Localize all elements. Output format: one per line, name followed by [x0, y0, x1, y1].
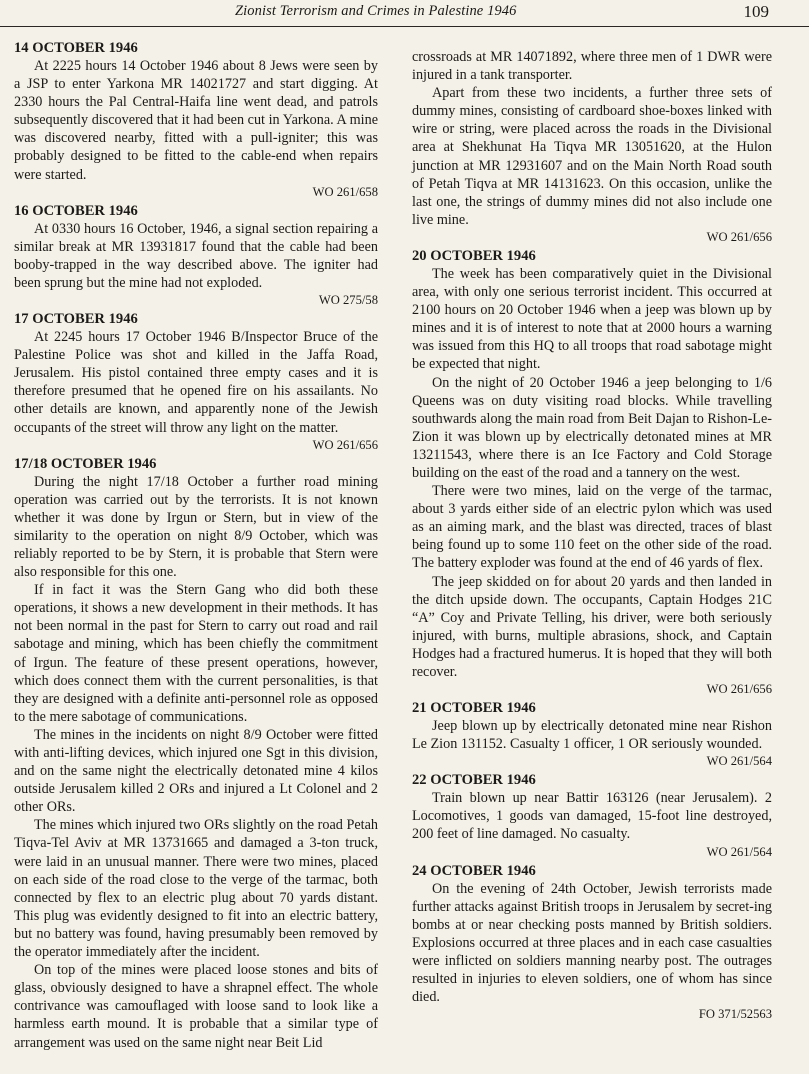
body-paragraph: At 0330 hours 16 October, 1946, a signal section repairing a similar break at MR 13931817 found that the cable had been booby-trapped in the way described above. The igniter had been sprung but the mine had not exploded. [14, 220, 378, 291]
body-paragraph: If in fact it was the Stern Gang who did both these operations, it shows a new development in their methods. It has not been normal in the past for Stern to carry out road and rail sabotage and mining, which has been chiefly the commitment of Irgun. The feature of these present operations, however, which does connect them with the current personalities, is that they are designed with a definite anti-personnel role as opposed to the mere sabotage of communications. [14, 582, 378, 725]
archive-reference: WO 261/658 [312, 184, 378, 199]
archive-reference: FO 371/52563 [698, 1007, 772, 1022]
archive-reference: WO 261/564 [706, 844, 772, 859]
entry-date-heading: 20 OCTOBER 1946 [412, 247, 536, 264]
body-paragraph: At 2245 hours 17 October 1946 B/Inspector Bruce of the Palestine Police was shot and killed in the Jaffa Road, Jerusalem. His pistol contained three empty cases and it is therefore presumed that he opened fire on his assailants. No other details are known, and apparently none of the Jewish occupants of the street will throw any light on the matter. [14, 329, 378, 436]
entry-date-heading: 21 OCTOBER 1946 [412, 700, 536, 717]
entry-date-heading: 22 OCTOBER 1946 [412, 772, 536, 789]
running-title: Zionist Terrorism and Crimes in Palestine 1946 [235, 3, 517, 19]
right-column [412, 48, 772, 1024]
body-paragraph: At 2225 hours 14 October 1946 about 8 Jews were seen by a JSP to enter Yarkona MR 14021727 and start digging. At 2330 hours the Pal Central-Haifa line went dead, and patrols subsequently discovered that it had been cut in Yarkona. A mine was discovered nearby, fitted with a pull-igniter; this was probably designed to be fitted to the cable-end when repairs were started. [14, 58, 378, 183]
archive-reference: WO 275/58 [318, 293, 378, 308]
entry-date-heading: 17/18 OCTOBER 1946 [14, 455, 157, 472]
archive-reference: WO 261/656 [312, 437, 378, 452]
body-paragraph: The jeep skidded on for about 20 yards and then landed in the ditch upside down. The occupants, Captain Hodges 21C “A” Coy and Private Telling, his driver, were both seriously injured, with burns, multiple abrasions, shock, and Captain Hodges had a fractured humerus. It is hoped that they will both recover. [412, 573, 772, 680]
body-paragraph: Train blown up near Battir 163126 (near Jerusalem). 2 Locomotives, 1 goods van damaged, 15-foot line destroyed, 200 feet of line damaged. No casualty. [412, 790, 772, 843]
body-paragraph: Jeep blown up by electrically detonated mine near Rishon Le Zion 131152. Casualty 1 officer, 1 OR seriously wounded. [412, 718, 772, 753]
entry-date-heading: 24 OCTOBER 1946 [412, 862, 536, 879]
body-paragraph: On the night of 20 October 1946 a jeep belonging to 1/6 Queens was on duty visiting road blocks. While travelling southwards along the main road from Beit Dajan to Rishon-Le-Zion it was blown up by electrically detonated mines at MR 13211543, where there is an Ice Factory and Cold Storage building on the east of the road and a tannery on the west. [412, 374, 772, 481]
entry-date-heading: 14 OCTOBER 1946 [14, 40, 138, 56]
left-column [14, 39, 378, 1052]
entry-date-heading: 17 OCTOBER 1946 [14, 311, 138, 328]
archive-reference: WO 261/656 [706, 682, 772, 697]
body-paragraph: On the evening of 24th October, Jewish terrorists made further attacks against British troops in Jerusalem by secret-ing bombs at or near checking posts manned by British soldiers. Explosions occurred at three places and in each case casualties were inflicted on soldiers manning nearby post. The outrages resulted in injuries to eleven soldiers, one of whom has since died. [412, 880, 772, 1006]
body-paragraph: The mines in the incidents on night 8/9 October were fitted with anti-lifting devices, which injured one Sgt in this division, and on the same night the electrically detonated mine 4 kilos outside Jerusalem killed 2 ORs and injured a Lt Colonel and 2 other ORs. [14, 726, 378, 816]
entry-date-heading: 16 OCTOBER 1946 [14, 202, 138, 219]
body-paragraph: There were two mines, laid on the verge of the tarmac, about 3 yards either side of an electric pylon which was used as an aiming mark, and the blast was directed, traces of blast being found up to some 110 feet on the other side of the road. The battery exploder was found at the end of 46 yards of flex. [412, 483, 772, 572]
body-paragraph: The mines which injured two ORs slightly on the road Petah Tiqva-Tel Aviv at MR 13731665 and damaged a 3-ton truck, were laid in an unusual manner. There were two mines, placed on each side of the road close to the verge of the tarmac, both connected by flex to an electric plug about 70 yards distant. This plug was evidently designed to fit into an electric battery, but no battery was found, having presumably been removed by the operator immediately after the incident. [14, 817, 378, 961]
body-paragraph: On top of the mines were placed loose stones and bits of glass, obviously designed to have a shrapnel effect. The whole contrivance was camouflaged with loose sand to look like a harmless earth mound. It is probable that a similar type of arrangement was used on the same night near Beit Lid [14, 962, 378, 1051]
body-paragraph: The week has been comparatively quiet in the Divisional area, with only one serious terrorist incident. This occurred at 2100 hours on 20 October 1946 when a jeep was blown up by mines and it is of interest to note that at 2000 hours a warning was issued from this HQ to all troops that road sabotage might be expected that night. [412, 265, 772, 373]
page-number: 109 [743, 2, 769, 21]
archive-reference: WO 261/564 [706, 754, 772, 769]
body-paragraph: During the night 17/18 October a further road mining operation was carried out by the terrorists. It is not known whether it was done by Irgun or Stern, but in view of the similarity to the operation on night 8/9 October, which was reliably reported to be by Stern, it is probable that Stern were also responsible for this one. [14, 473, 378, 581]
archive-reference: WO 261/656 [706, 229, 772, 244]
body-paragraph: Apart from these two incidents, a further three sets of dummy mines, consisting of cardboard shoe-boxes linked with wire or string, were placed across the roads in the Divisional area at Shekhunat Ha Tiqva MR 13051620, at the Hulon junction at MR 12931607 and on the Main North Road south of Petah Tiqva at MR 14131623. On this occasion, unlike the last one, the strings of dummy mines did not also include one live mine. [412, 85, 772, 228]
running-header [0, 0, 809, 27]
body-paragraph: crossroads at MR 14071892, where three men of 1 DWR were injured in a tank transporter. [412, 49, 772, 84]
